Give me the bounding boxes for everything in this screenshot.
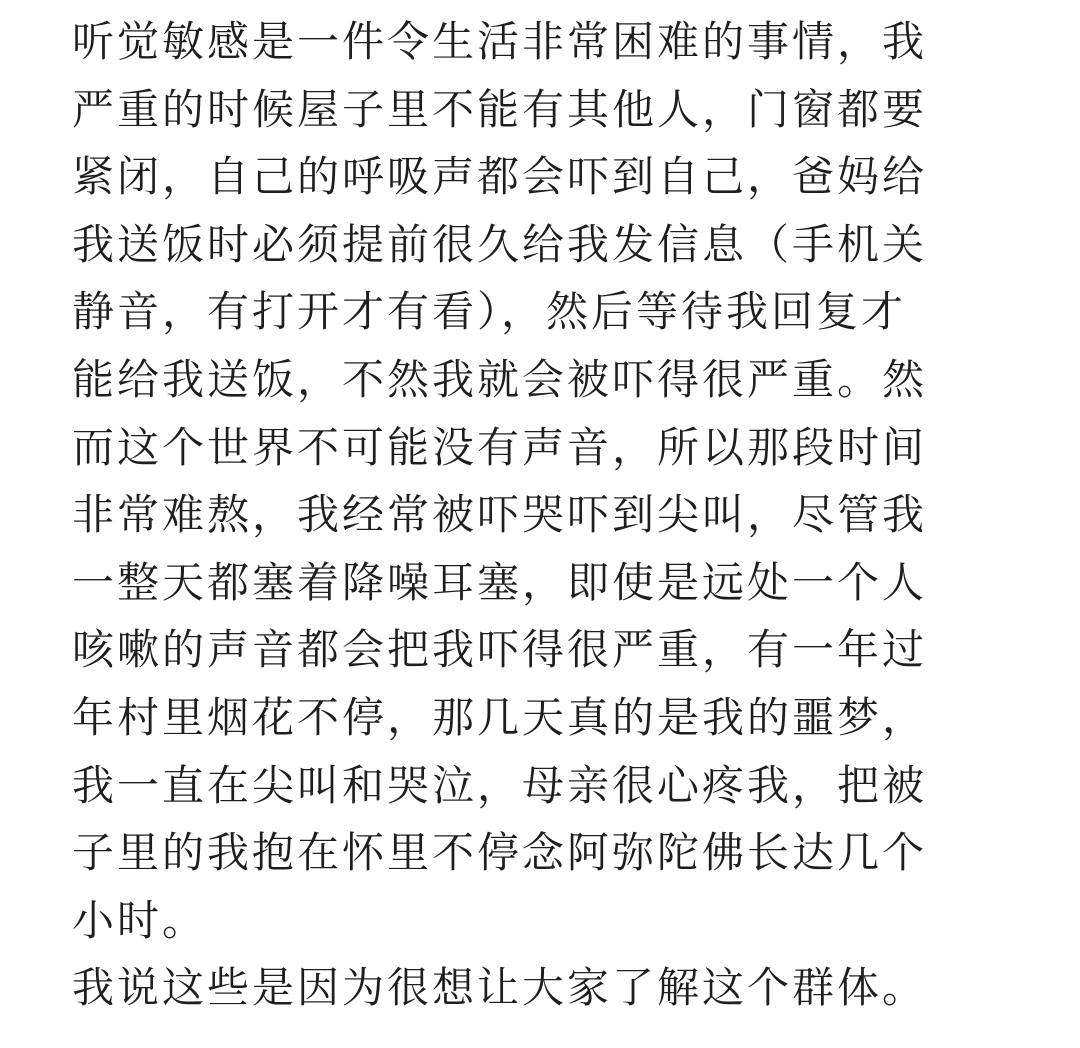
text-line: 能给我送饭，不然我就会被吓得很严重。然 <box>72 354 928 404</box>
text-line: 非常难熬，我经常被吓哭吓到尖叫，尽管我 <box>72 490 928 540</box>
text-line: 我送饭时必须提前很久给我发信息（手机关 <box>72 219 928 269</box>
text-line: 我一直在尖叫和哭泣，母亲很心疼我，把被 <box>72 760 928 810</box>
text-line: 咳嗽的声音都会把我吓得很严重，有一年过 <box>72 625 928 675</box>
text-line: 听觉敏感是一件令生活非常困难的事情，我 <box>72 17 928 66</box>
text-line: 子里的我抱在怀里不停念阿弥陀佛长达几个 <box>72 828 928 878</box>
text-line: 严重的时候屋子里不能有其他人，门窗都要 <box>72 84 928 134</box>
text-line: 小时。 <box>72 895 208 945</box>
text-line: 静音，有打开才有看），然后等待我回复才 <box>72 287 907 337</box>
text-line: 一整天都塞着降噪耳塞，即使是远处一个人 <box>72 557 928 607</box>
text-line: 年村里烟花不停，那几天真的是我的噩梦， <box>72 692 928 742</box>
post-text <box>72 8 1032 1022</box>
text-line: 而这个世界不可能没有声音，所以那段时间 <box>72 422 928 472</box>
text-line: 我说这些是因为很想让大家了解这个群体。 <box>72 963 928 1013</box>
text-line: 紧闭，自己的呼吸声都会吓到自己，爸妈给 <box>72 152 928 202</box>
